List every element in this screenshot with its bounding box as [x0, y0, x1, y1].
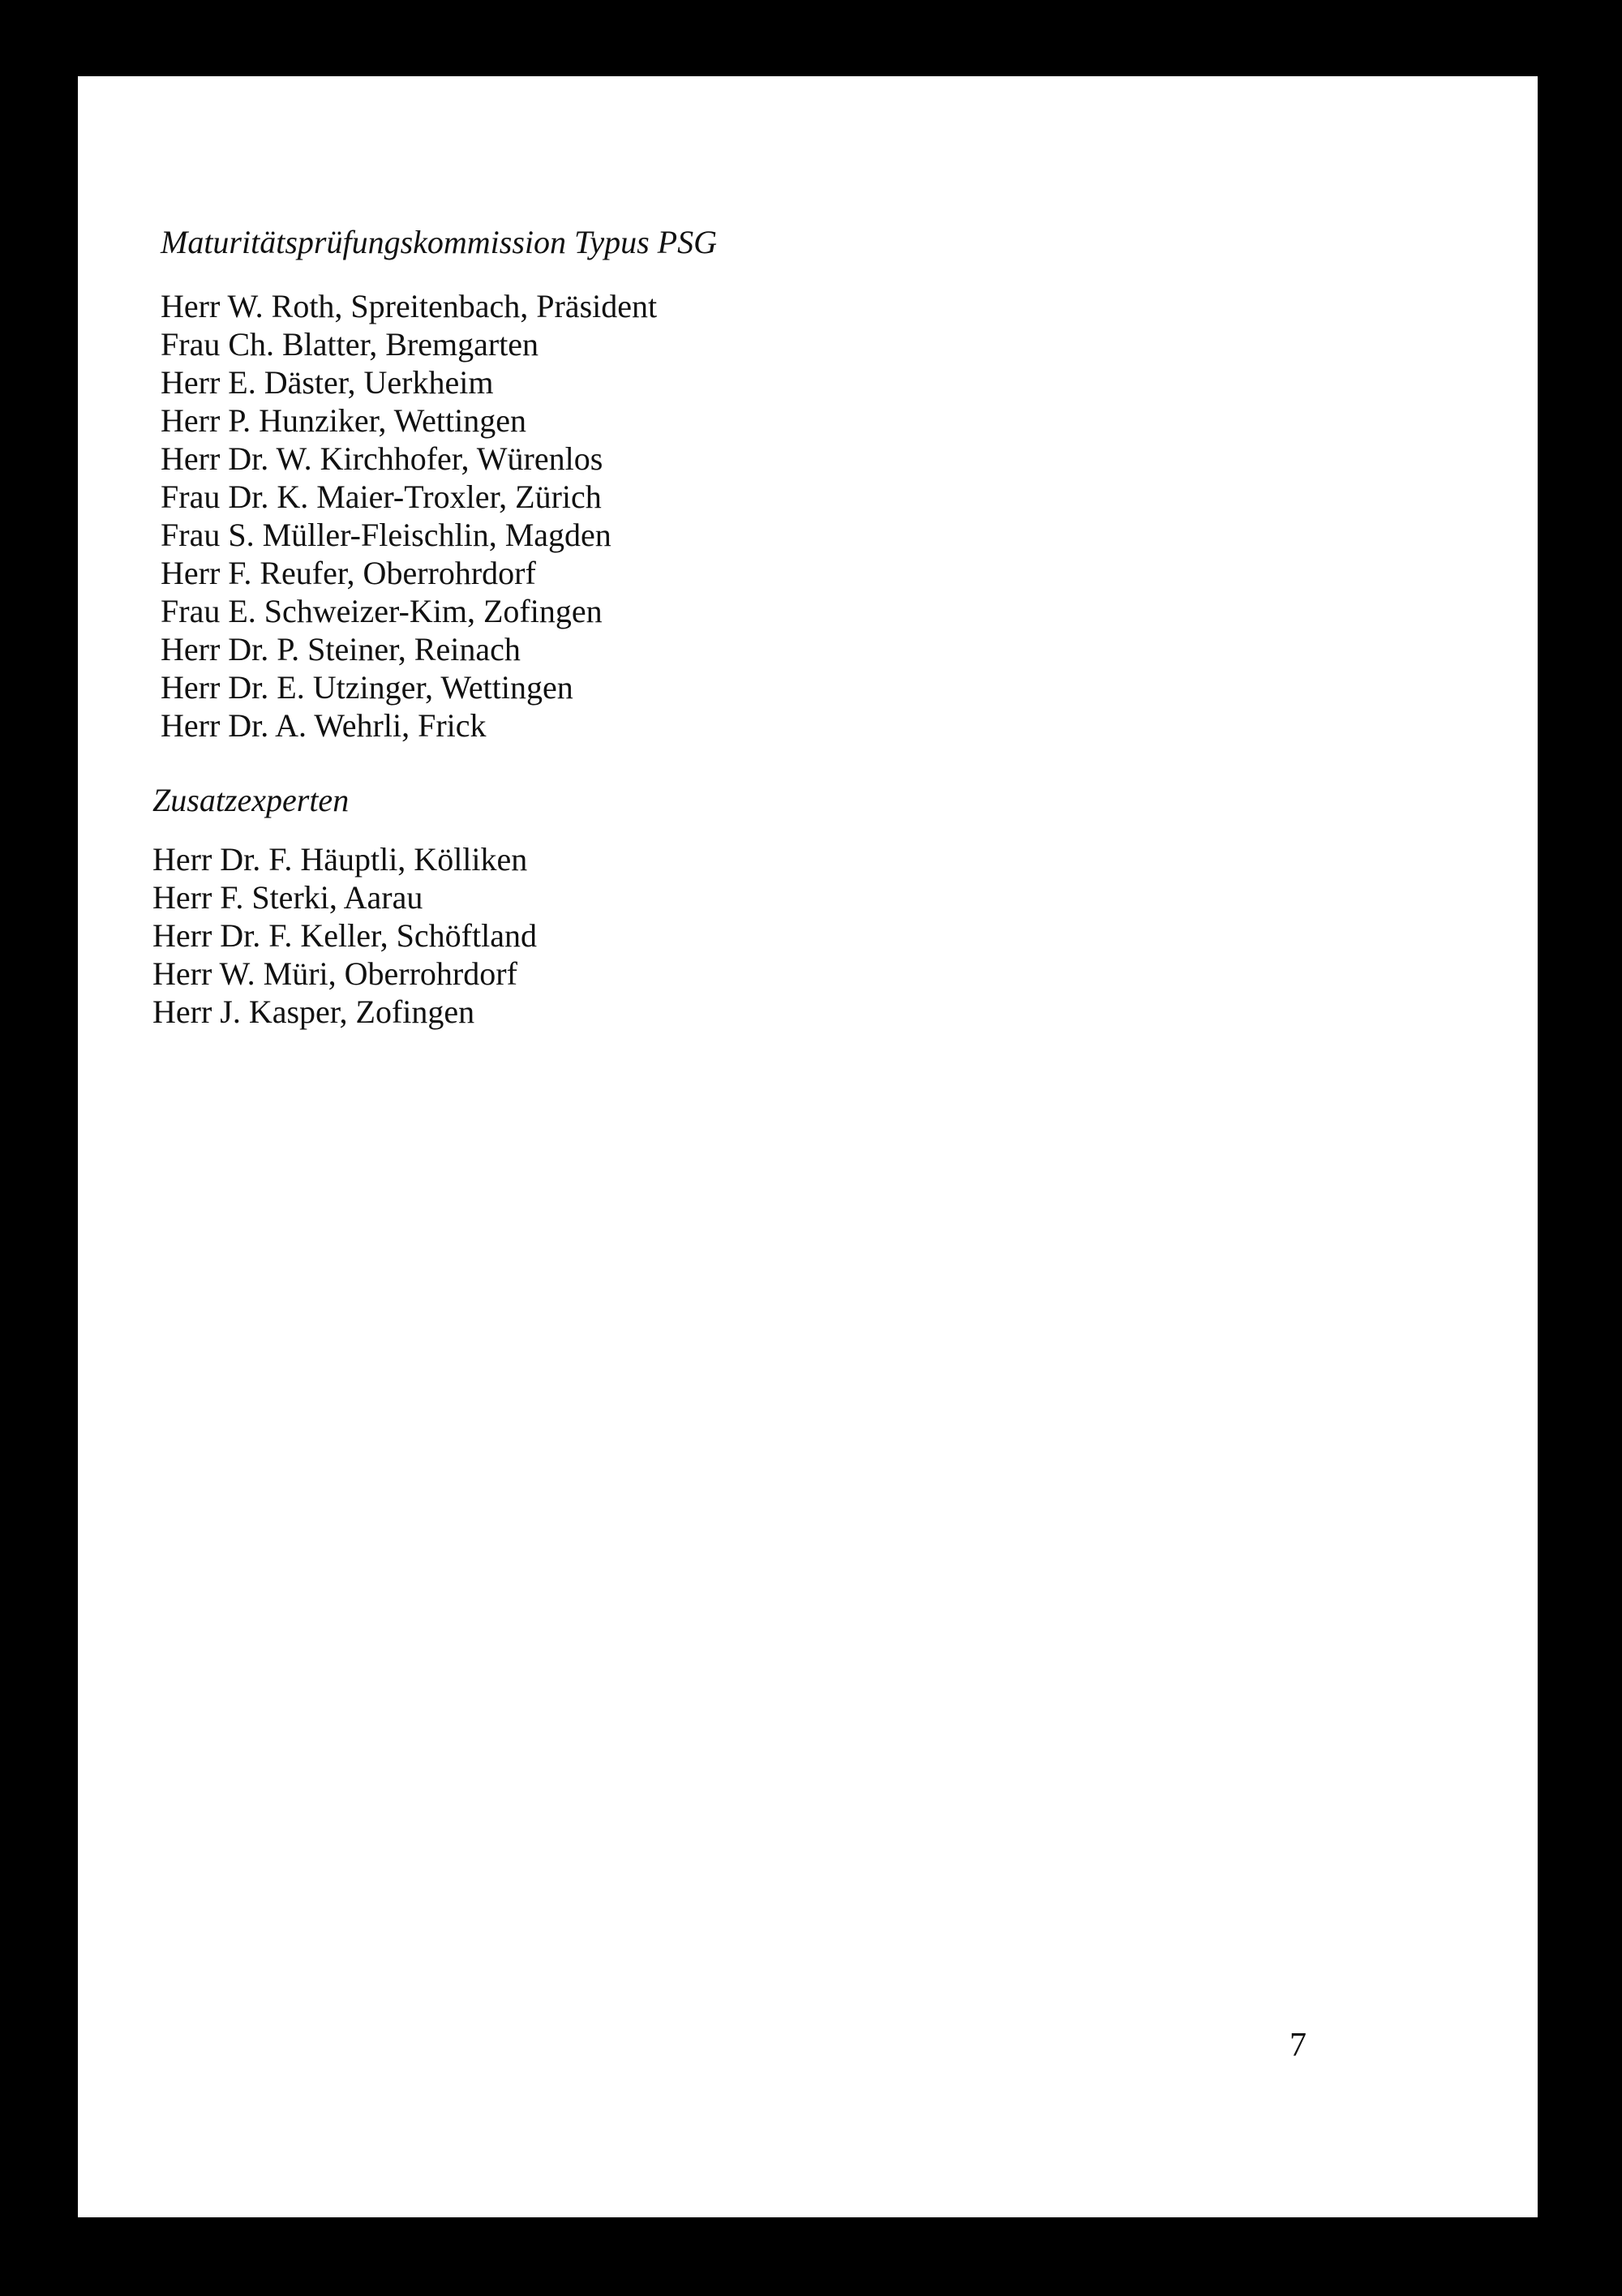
page-number: 7: [1289, 2027, 1307, 2064]
member-entry: Herr Dr. A. Wehrli, Frick: [161, 707, 487, 744]
member-entry: Herr Dr. W. Kirchhofer, Würenlos: [161, 440, 603, 477]
member-entry: Frau E. Schweizer-Kim, Zofingen: [161, 593, 603, 629]
expert-entry: Herr Dr. F. Häuptli, Kölliken: [152, 841, 528, 878]
member-entry: Herr P. Hunziker, Wettingen: [161, 402, 526, 439]
expert-list: [152, 840, 537, 1031]
commission-member-list: [161, 287, 657, 745]
member-entry: Frau S. Müller-Fleischlin, Magden: [161, 517, 611, 553]
section-title-commission: Maturitätsprüfungskommission Typus PSG: [161, 224, 717, 260]
member-entry: Frau Ch. Blatter, Bremgarten: [161, 326, 539, 363]
expert-entry: Herr W. Müri, Oberrohrdorf: [152, 955, 517, 992]
member-entry: Herr W. Roth, Spreitenbach, Präsident: [161, 288, 658, 324]
member-entry: Frau Dr. K. Maier-Troxler, Zürich: [161, 479, 602, 515]
expert-entry: Herr J. Kasper, Zofingen: [152, 994, 475, 1030]
member-entry: Herr Dr. E. Utzinger, Wettingen: [161, 669, 573, 706]
member-entry: Herr E. Däster, Uerkheim: [161, 364, 494, 401]
expert-entry: Herr F. Sterki, Aarau: [152, 879, 423, 916]
member-entry: Herr Dr. P. Steiner, Reinach: [161, 631, 521, 667]
member-entry: Herr F. Reufer, Oberrohrdorf: [161, 555, 536, 591]
section-title-experts: Zusatzexperten: [152, 782, 350, 818]
document-page: [78, 76, 1538, 2217]
expert-entry: Herr Dr. F. Keller, Schöftland: [152, 917, 537, 954]
